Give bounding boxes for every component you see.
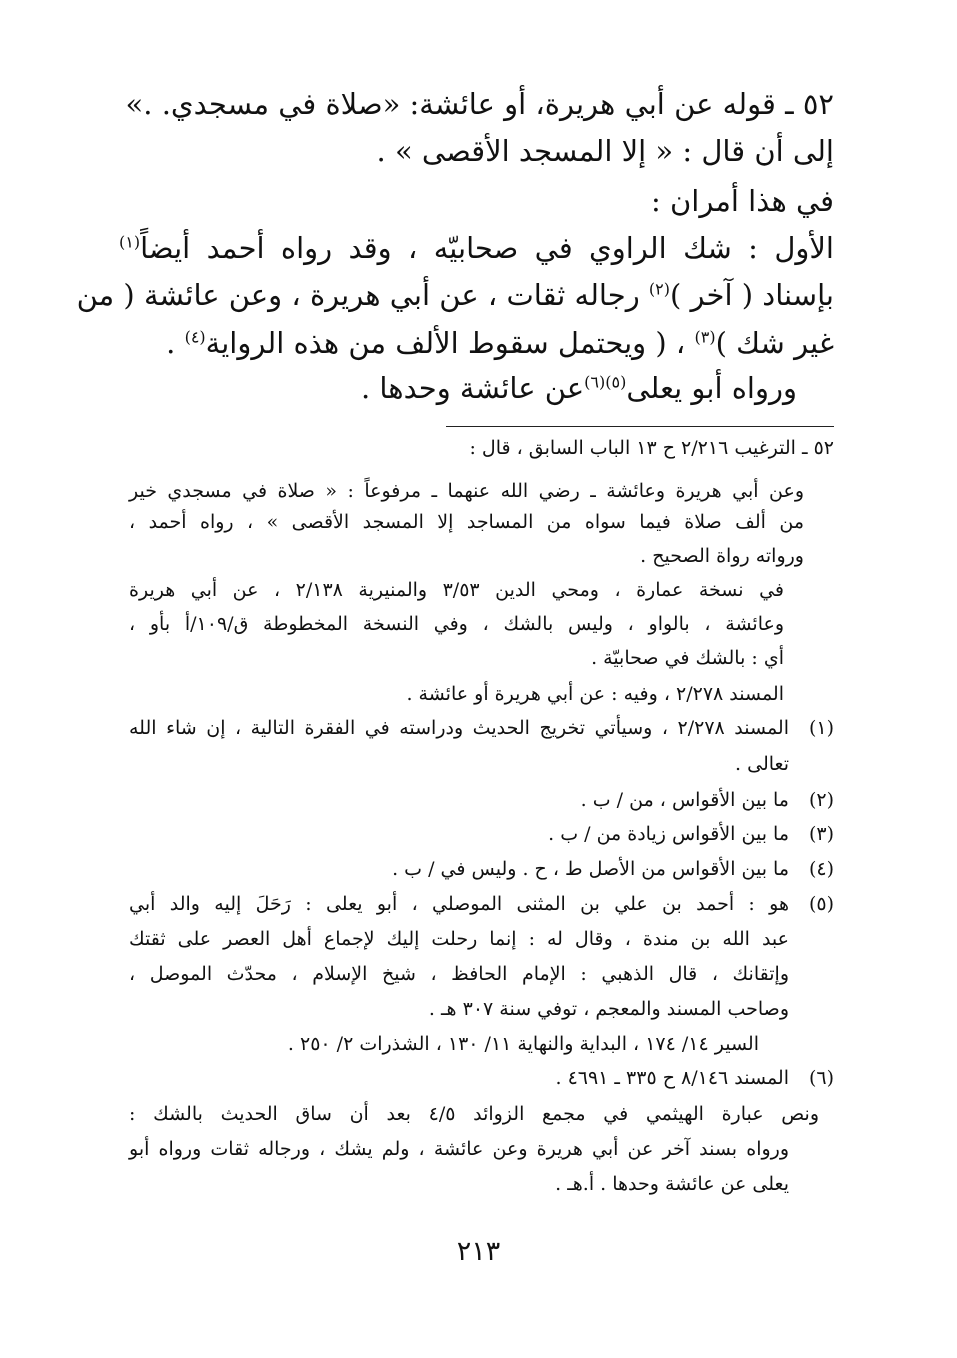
footnote-line: هو : أحمد بن علي بن المثنى الموصلي ، أبو يعلى : رَحَلَ إليه والد أبي	[129, 893, 789, 915]
footnote-number-6: (٦)	[808, 1067, 834, 1089]
footnote-number-4: (٤)	[808, 858, 834, 880]
main-text-line-2: إلى أن قال : « إلا المسجد الأقصى » .	[376, 134, 834, 168]
footnote-marker-1: (١)	[119, 232, 141, 252]
main-text-segment: غير شك )	[715, 326, 834, 360]
footnote-line: من ألف صلاة فيما سواه من المساجد إلا المسجد الأقصى » ، رواه أحمد ،	[129, 511, 804, 533]
main-text-segment: بإسناد ( آخر )	[670, 278, 834, 312]
footnote-number-5: (٥)	[808, 893, 834, 915]
main-text-segment: عن عائشة وحدها .	[361, 371, 585, 405]
main-text-segment: .	[166, 326, 185, 360]
footnote-line: أي : بالشك في صحابيّة .	[591, 647, 784, 669]
footnote-line: ما بين الأقواس ، من / ب .	[580, 789, 789, 811]
footnote-line: وعائشة ، بالواو ، وليس بالشك ، وفي النسخة المخطوطة ق/١٠٩/أ بأو ،	[129, 613, 784, 635]
main-text-line-1: ٥٢ ـ قوله عن أبي هريرة، أو عائشة: «صلاة في مسجدي. .»	[125, 87, 834, 121]
footnote-marker-5-6: (٥)(٦)	[584, 372, 627, 392]
footnote-line: السير ١٤/ ١٧٤ ، البداية والنهاية ١١/ ١٣٠ ، الشذرات ٢/ ٢٥٠ .	[287, 1033, 759, 1055]
footnote-line: المسند ٢/٢٧٨ ، وفيه : عن أبي هريرة أو عائشة .	[406, 683, 784, 705]
footnote-line: ٥٢ ـ الترغيب ٢/٢١٦ ح ١٣ الباب السابق ، قال :	[469, 437, 834, 459]
footnote-line: المسند ٢/٢٧٨ ، وسيأتي تخريج الحديث ودراسته في الفقرة التالية ، إن شاء الله	[129, 717, 790, 739]
footnote-marker-2: (٢)	[648, 279, 671, 299]
page-number: ٢١٣	[456, 1236, 501, 1267]
main-text-segment: ورواه أبو يعلى	[626, 371, 797, 405]
footnote-line: ونص عبارة الهيثمي في مجمع الزوائد ٤/٥ بعد أن ساق الحديث بالشك :	[129, 1103, 819, 1125]
footnote-line: يعلى عن عائشة وحدها . أ.هـ .	[555, 1173, 789, 1195]
main-text-segment: الأول : شك الراوي في صحابيّه ، وقد رواه أحمد أيضاً	[140, 231, 834, 265]
footnote-marker-4: (٤)	[184, 327, 206, 347]
footnote-line: وصاحب المسند والمعجم ، توفي سنة ٣٠٧ هـ .	[428, 998, 789, 1020]
footnote-line: وعن أبي هريرة وعائشة ـ رضي الله عنهما ـ مرفوعاً : « صلاة في مسجدي خير	[129, 480, 804, 502]
footnote-line: ما بين الأقواس من الأصل ط ، ح . وليس في / ب .	[392, 858, 789, 880]
footnote-number-2: (٢)	[808, 789, 834, 811]
main-text-line-7	[82, 365, 797, 411]
footnote-line: وإتقانك ، قال الذهبي : الإمام الحافظ ، شيخ الإسلام ، محدّث الموصل ،	[129, 963, 789, 985]
main-text-line-6	[119, 320, 834, 366]
main-text-line-4	[119, 225, 834, 271]
main-text-line-5	[76, 272, 834, 318]
footnote-marker-3: (٣)	[694, 327, 716, 347]
footnote-line: ما بين الأقواس زيادة من / ب .	[548, 823, 789, 845]
footnote-line: تعالى .	[735, 753, 789, 775]
footnote-number-3: (٣)	[808, 823, 834, 845]
footnote-separator	[446, 426, 834, 427]
footnote-line: ورواه بسند آخر عن أبي هريرة وعن عائشة ، ولم يشك ، ورجاله ثقات ورواه أبو	[129, 1138, 789, 1160]
footnote-number-1: (١)	[808, 717, 834, 739]
footnote-line: عبد الله بن مندة ، وقال له : إنما رحلت إليك لإجماع أهل العصر على ثقتك	[129, 928, 789, 950]
footnote-line: ورواته رواة الصحيح .	[640, 545, 804, 567]
main-text-segment: ، ( ويحتمل سقوط الألف من هذه الرواية	[205, 326, 695, 360]
footnote-line: في نسخة عمارة ، ومحي الدين ٣/٥٣ والمنيرية ٢/١٣٨ ، عن أبي هريرة	[129, 579, 784, 601]
footnote-line: المسند ٨/١٤٦ ح ٣٣٥ ـ ٤٦٩١ .	[555, 1067, 789, 1089]
main-text-segment: رجاله ثقات ، عن أبي هريرة ، وعن عائشة ( من	[76, 278, 649, 312]
main-text-line-3: في هذا أمران :	[651, 184, 834, 218]
